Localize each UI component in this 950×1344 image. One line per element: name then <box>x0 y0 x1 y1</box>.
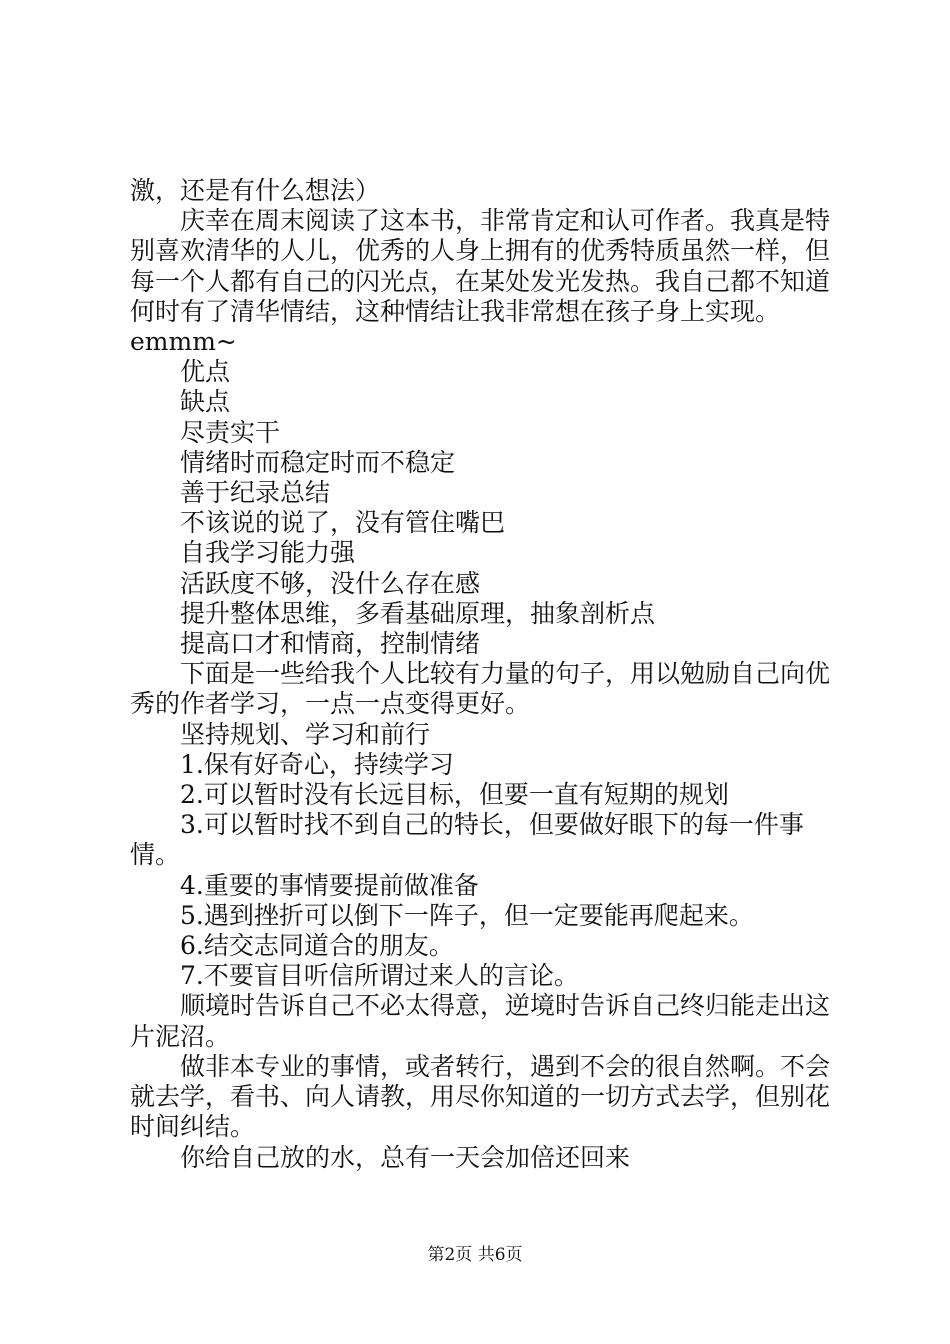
paragraph: 做非本专业的事情，或者转行，遇到不会的很自然啊。不会就去学，看书、向人请教，用尽你知道的一切方式去学，但别花时间纠结。 <box>130 1051 831 1142</box>
paragraph: 善于纪录总结 <box>180 478 331 508</box>
paragraph: 你给自己放的水，总有一天会加倍还回来 <box>180 1142 631 1172</box>
paragraph: 6.结交志同道合的朋友。 <box>180 931 454 961</box>
document-body <box>130 176 830 1173</box>
paragraph: 下面是一些给我个人比较有力量的句子，用以勉励自己向优秀的作者学习，一点一点变得更好。 <box>130 659 831 719</box>
paragraph: 1.保有好奇心，持续学习 <box>180 749 454 779</box>
paragraph: 2.可以暂时没有长远目标，但要一直有短期的规划 <box>180 780 729 810</box>
paragraph: 4.重要的事情要提前做准备 <box>180 870 479 900</box>
paragraph: 提升整体思维，多看基础原理，抽象剖析点 <box>180 598 656 628</box>
paragraph: 情绪时而稳定时而不稳定 <box>180 447 456 477</box>
paragraph: 活跃度不够，没什么存在感 <box>180 568 481 598</box>
page-footer: 第2页 共6页 <box>427 1245 523 1265</box>
paragraph: 不该说的说了，没有管住嘴巴 <box>180 508 506 538</box>
paragraph: 自我学习能力强 <box>180 538 356 568</box>
paragraph: 优点 <box>180 357 231 387</box>
paragraph: 提高口才和情商，控制情绪 <box>180 629 481 659</box>
paragraph: 缺点 <box>180 387 231 417</box>
paragraph: 坚持规划、学习和前行 <box>180 719 431 749</box>
paragraph: 庆幸在周末阅读了这本书，非常肯定和认可作者。我真是特别喜欢清华的人儿，优秀的人身上拥有的优秀特质虽然一样，但每一个人都有自己的闪光点，在某处发光发热。我自己都不知道何时有了清华情结，这种情结让我非常想在孩子身上实现。emmm~ <box>130 206 831 357</box>
paragraph: 3.可以暂时找不到自己的特长，但要做好眼下的每一件事情。 <box>130 810 804 870</box>
paragraph: 5.遇到挫折可以倒下一阵子，但一定要能再爬起来。 <box>180 900 754 930</box>
paragraph: 7.不要盲目听信所谓过来人的言论。 <box>180 961 579 991</box>
paragraph: 尽责实干 <box>180 417 281 447</box>
paragraph: 顺境时告诉自己不必太得意，逆境时告诉自己终归能走出这片泥沼。 <box>130 991 831 1051</box>
paragraph: 激，还是有什么想法） <box>130 176 381 205</box>
